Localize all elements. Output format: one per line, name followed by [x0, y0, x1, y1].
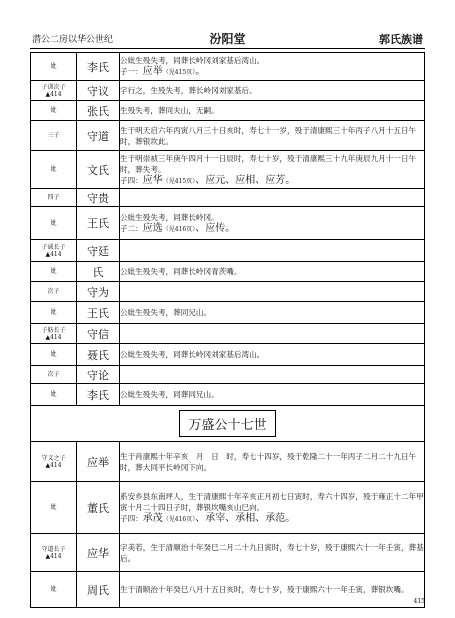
- biography-cell: [120, 81, 425, 101]
- child-name: 应举: [142, 66, 163, 77]
- relation-label: 妣: [50, 107, 57, 114]
- biography-text: 公妣生殁失考，同葬长岭冈青茨嘴。: [120, 267, 242, 276]
- relation-label: 四子: [47, 194, 60, 201]
- relation-cell: [31, 324, 77, 344]
- page-reference: （见415页）: [162, 69, 196, 76]
- relation-cell: [31, 366, 77, 384]
- relation-cell: [31, 240, 77, 262]
- relation-label: 子训次子: [41, 83, 66, 91]
- relation-label: 次子: [47, 288, 60, 295]
- relation-page-ref: ▲414: [45, 461, 62, 469]
- biography-cell: [120, 344, 425, 366]
- biography-text: 公妣生殁失考，葬同兄山。: [120, 308, 212, 317]
- biography-line: [120, 513, 424, 525]
- biography-text: 生殁失考，葬同夫山，无嗣。: [120, 106, 219, 115]
- header-rule: [30, 48, 425, 49]
- child-name: 应选: [142, 222, 163, 234]
- table-row: [31, 151, 425, 189]
- biography-text: 子四：: [120, 513, 143, 523]
- relation-cell: [31, 81, 77, 101]
- relation-cell: [31, 482, 77, 534]
- biography-line: [120, 349, 424, 360]
- person-name: 聂氏: [77, 344, 120, 366]
- person-name: 守道: [77, 121, 120, 151]
- relation-label: 妣: [50, 351, 57, 358]
- table-row: [31, 240, 425, 262]
- child-name: 承茂: [142, 512, 163, 524]
- table-row: [31, 534, 425, 572]
- relation-cell: [31, 101, 77, 121]
- person-name: 应举: [77, 442, 120, 482]
- biography-cell: [120, 121, 425, 151]
- relation-page-ref: ▲414: [45, 552, 62, 560]
- relation-page-ref: ▲414: [45, 90, 62, 98]
- header-series-title: 潜公二房以华公世纪: [32, 35, 114, 45]
- generation-title: 万盛公十七世: [179, 410, 275, 437]
- page-number: 415: [413, 598, 425, 605]
- person-name: 李氏: [77, 384, 120, 406]
- biography-text: 公妣生殁失考，同葬长岭冈刘家基后湾山。: [120, 350, 265, 359]
- page-reference: （见416页）: [162, 515, 196, 523]
- relation-label: 妣: [50, 391, 57, 398]
- biography-line: [120, 307, 424, 318]
- child-name: 应华: [142, 174, 163, 186]
- person-name: 王氏: [77, 207, 120, 240]
- relation-label: 守道长子: [41, 545, 66, 553]
- relation-page-ref: ▲414: [45, 250, 62, 258]
- biography-text: 公妣生殁失考，同葬长岭冈。: [120, 212, 219, 222]
- table-row: [31, 53, 425, 81]
- biography-line: [120, 212, 424, 223]
- biography-line: [120, 175, 424, 187]
- genealogy-table: [30, 52, 425, 608]
- table-row: [31, 282, 425, 302]
- biography-cell: [120, 534, 425, 572]
- biography-cell: [120, 366, 425, 384]
- relation-label: 妣: [50, 166, 57, 173]
- relation-cell: [31, 302, 77, 324]
- relation-cell: [31, 121, 77, 151]
- biography-line: [120, 223, 424, 235]
- table-row: [31, 482, 425, 534]
- person-name: 周氏: [77, 572, 120, 608]
- relation-cell: [31, 534, 77, 572]
- relation-label: 妣: [50, 309, 57, 316]
- relation-cell: [31, 53, 77, 81]
- header-hall-name: 汾阳堂: [209, 32, 246, 46]
- biography-line: [120, 85, 424, 96]
- table-row: [31, 366, 425, 384]
- biography-cell: [120, 384, 425, 406]
- biography-text: 子四：: [120, 175, 143, 185]
- table-row: [31, 101, 425, 121]
- biography-text: 公妣生殁失考，同葬长岭冈刘家基后湾山。: [120, 56, 265, 65]
- relation-page-ref: ▲414: [45, 333, 62, 341]
- table-row: [31, 384, 425, 406]
- generation-heading-row: [31, 406, 425, 442]
- table-row: [31, 81, 425, 101]
- relation-cell: [31, 384, 77, 406]
- biography-line: [120, 491, 424, 513]
- person-name: 张氏: [77, 101, 120, 121]
- table-row: [31, 572, 425, 608]
- biography-line: [120, 584, 424, 595]
- biography-line: [120, 153, 424, 175]
- person-name: 王氏: [77, 302, 120, 324]
- biography-cell: [120, 324, 425, 344]
- page-header: [30, 30, 425, 46]
- person-name: 守论: [77, 366, 120, 384]
- biography-cell: [120, 572, 425, 608]
- page-reference: （见416页）: [162, 225, 196, 233]
- relation-cell: [31, 442, 77, 482]
- table-row: [31, 324, 425, 344]
- person-name: 氏: [77, 262, 120, 282]
- biography-cell: [120, 151, 425, 189]
- genealogy-section-16: [31, 53, 425, 406]
- biography-line: [120, 105, 424, 116]
- table-row: [31, 121, 425, 151]
- generation-heading-section: [31, 406, 425, 442]
- relation-label: 子舫长子: [41, 326, 66, 334]
- biography-cell: [120, 53, 425, 81]
- genealogy-section-17: [31, 442, 425, 608]
- relation-cell: [31, 344, 77, 366]
- sibling-names: 、应传。: [195, 222, 236, 234]
- biography-line: [120, 125, 424, 147]
- biography-text: 字行之，生殁失考，葬长岭冈刘家基后。: [120, 86, 257, 95]
- table-row: [31, 207, 425, 240]
- person-name: 守议: [77, 81, 120, 101]
- sibling-names: 。: [195, 66, 206, 77]
- relation-label: 次子: [47, 371, 60, 378]
- biography-line: [120, 66, 424, 78]
- relation-label: 妣: [50, 219, 57, 227]
- biography-text: 生于明天启六年丙寅八月三十日亥时，寿七十一岁，殁于清康熙三十年丙子八月十五日午时，葬银坎此。: [120, 125, 417, 146]
- person-name: 守信: [77, 324, 120, 344]
- page-reference: （见415页）: [162, 177, 196, 185]
- relation-label: 妣: [50, 586, 57, 593]
- biography-text: 子二：: [120, 223, 143, 233]
- biography-cell: [120, 207, 425, 240]
- biography-cell: [120, 262, 425, 282]
- biography-cell: [120, 101, 425, 121]
- relation-label: 妣: [50, 504, 57, 511]
- relation-label: 三子: [47, 132, 60, 139]
- relation-label: 守义之子: [41, 454, 66, 462]
- biography-text: 公妣生殁失考，同葬同兄山。: [120, 390, 219, 399]
- biography-text: 生于清顺治十年癸巳八月十五日亥时，寿七十岁，殁于康熙六十一年壬寅，葬银坎嘴。: [120, 585, 409, 594]
- biography-text: 生于明崇祯三年庚午四月十一日辰时，寿七十岁，殁于清康熙三十九年庚辰九月十一日午时，葬失考。: [120, 153, 417, 174]
- person-name: 守为: [77, 282, 120, 302]
- biography-line: [120, 266, 424, 277]
- person-name: 董氏: [77, 482, 120, 534]
- biography-line: [120, 389, 424, 400]
- biography-line: [120, 451, 424, 473]
- biography-cell: [120, 302, 425, 324]
- relation-label: 子诚长子: [41, 243, 66, 251]
- person-name: 李氏: [77, 53, 120, 81]
- biography-cell: [120, 282, 425, 302]
- biography-cell: [120, 442, 425, 482]
- table-row: [31, 344, 425, 366]
- biography-cell: [120, 189, 425, 207]
- relation-label: 妣: [50, 63, 57, 70]
- person-name: 文氏: [77, 151, 120, 189]
- relation-cell: [31, 282, 77, 302]
- relation-cell: [31, 262, 77, 282]
- biography-line: [120, 542, 424, 564]
- person-name: 守廷: [77, 240, 120, 262]
- biography-line: [120, 55, 424, 66]
- biography-text: 生于肖康熙十年辛亥 月 日 时，寿七十四岁，殁于乾隆二十一年丙子二月二十九日午时，葬大同平长岭冈下向。: [120, 451, 417, 472]
- biography-cell: [120, 482, 425, 534]
- header-book-title: 郭氏族谱: [379, 33, 423, 46]
- person-name: 应华: [77, 534, 120, 572]
- person-name: 守贵: [77, 189, 120, 207]
- sibling-names: 、应元、应相、应芳。: [195, 174, 296, 186]
- relation-label: 妣: [50, 268, 57, 275]
- table-row: [31, 262, 425, 282]
- relation-cell: [31, 572, 77, 608]
- sibling-names: 、承宰、承相、承范。: [195, 512, 296, 524]
- biography-cell: [120, 240, 425, 262]
- biography-text: 子一：: [120, 67, 143, 76]
- biography-text: 系安乡县东南坪人，生于清康熙十年辛亥正月初七日寅时，寿六十四岁，殁于雍正十二年甲寅十月二十四日子时，葬银坎嘴亥山巳向。: [120, 491, 424, 512]
- table-row: [31, 189, 425, 207]
- relation-cell: [31, 151, 77, 189]
- relation-cell: [31, 207, 77, 240]
- relation-cell: [31, 189, 77, 207]
- table-row: [31, 442, 425, 482]
- biography-text: 字美若，生于清顺治十年癸巳二月二十九日寅时，寿七十岁，殁于康熙六十一年壬寅，葬基后。: [120, 542, 424, 563]
- table-row: [31, 302, 425, 324]
